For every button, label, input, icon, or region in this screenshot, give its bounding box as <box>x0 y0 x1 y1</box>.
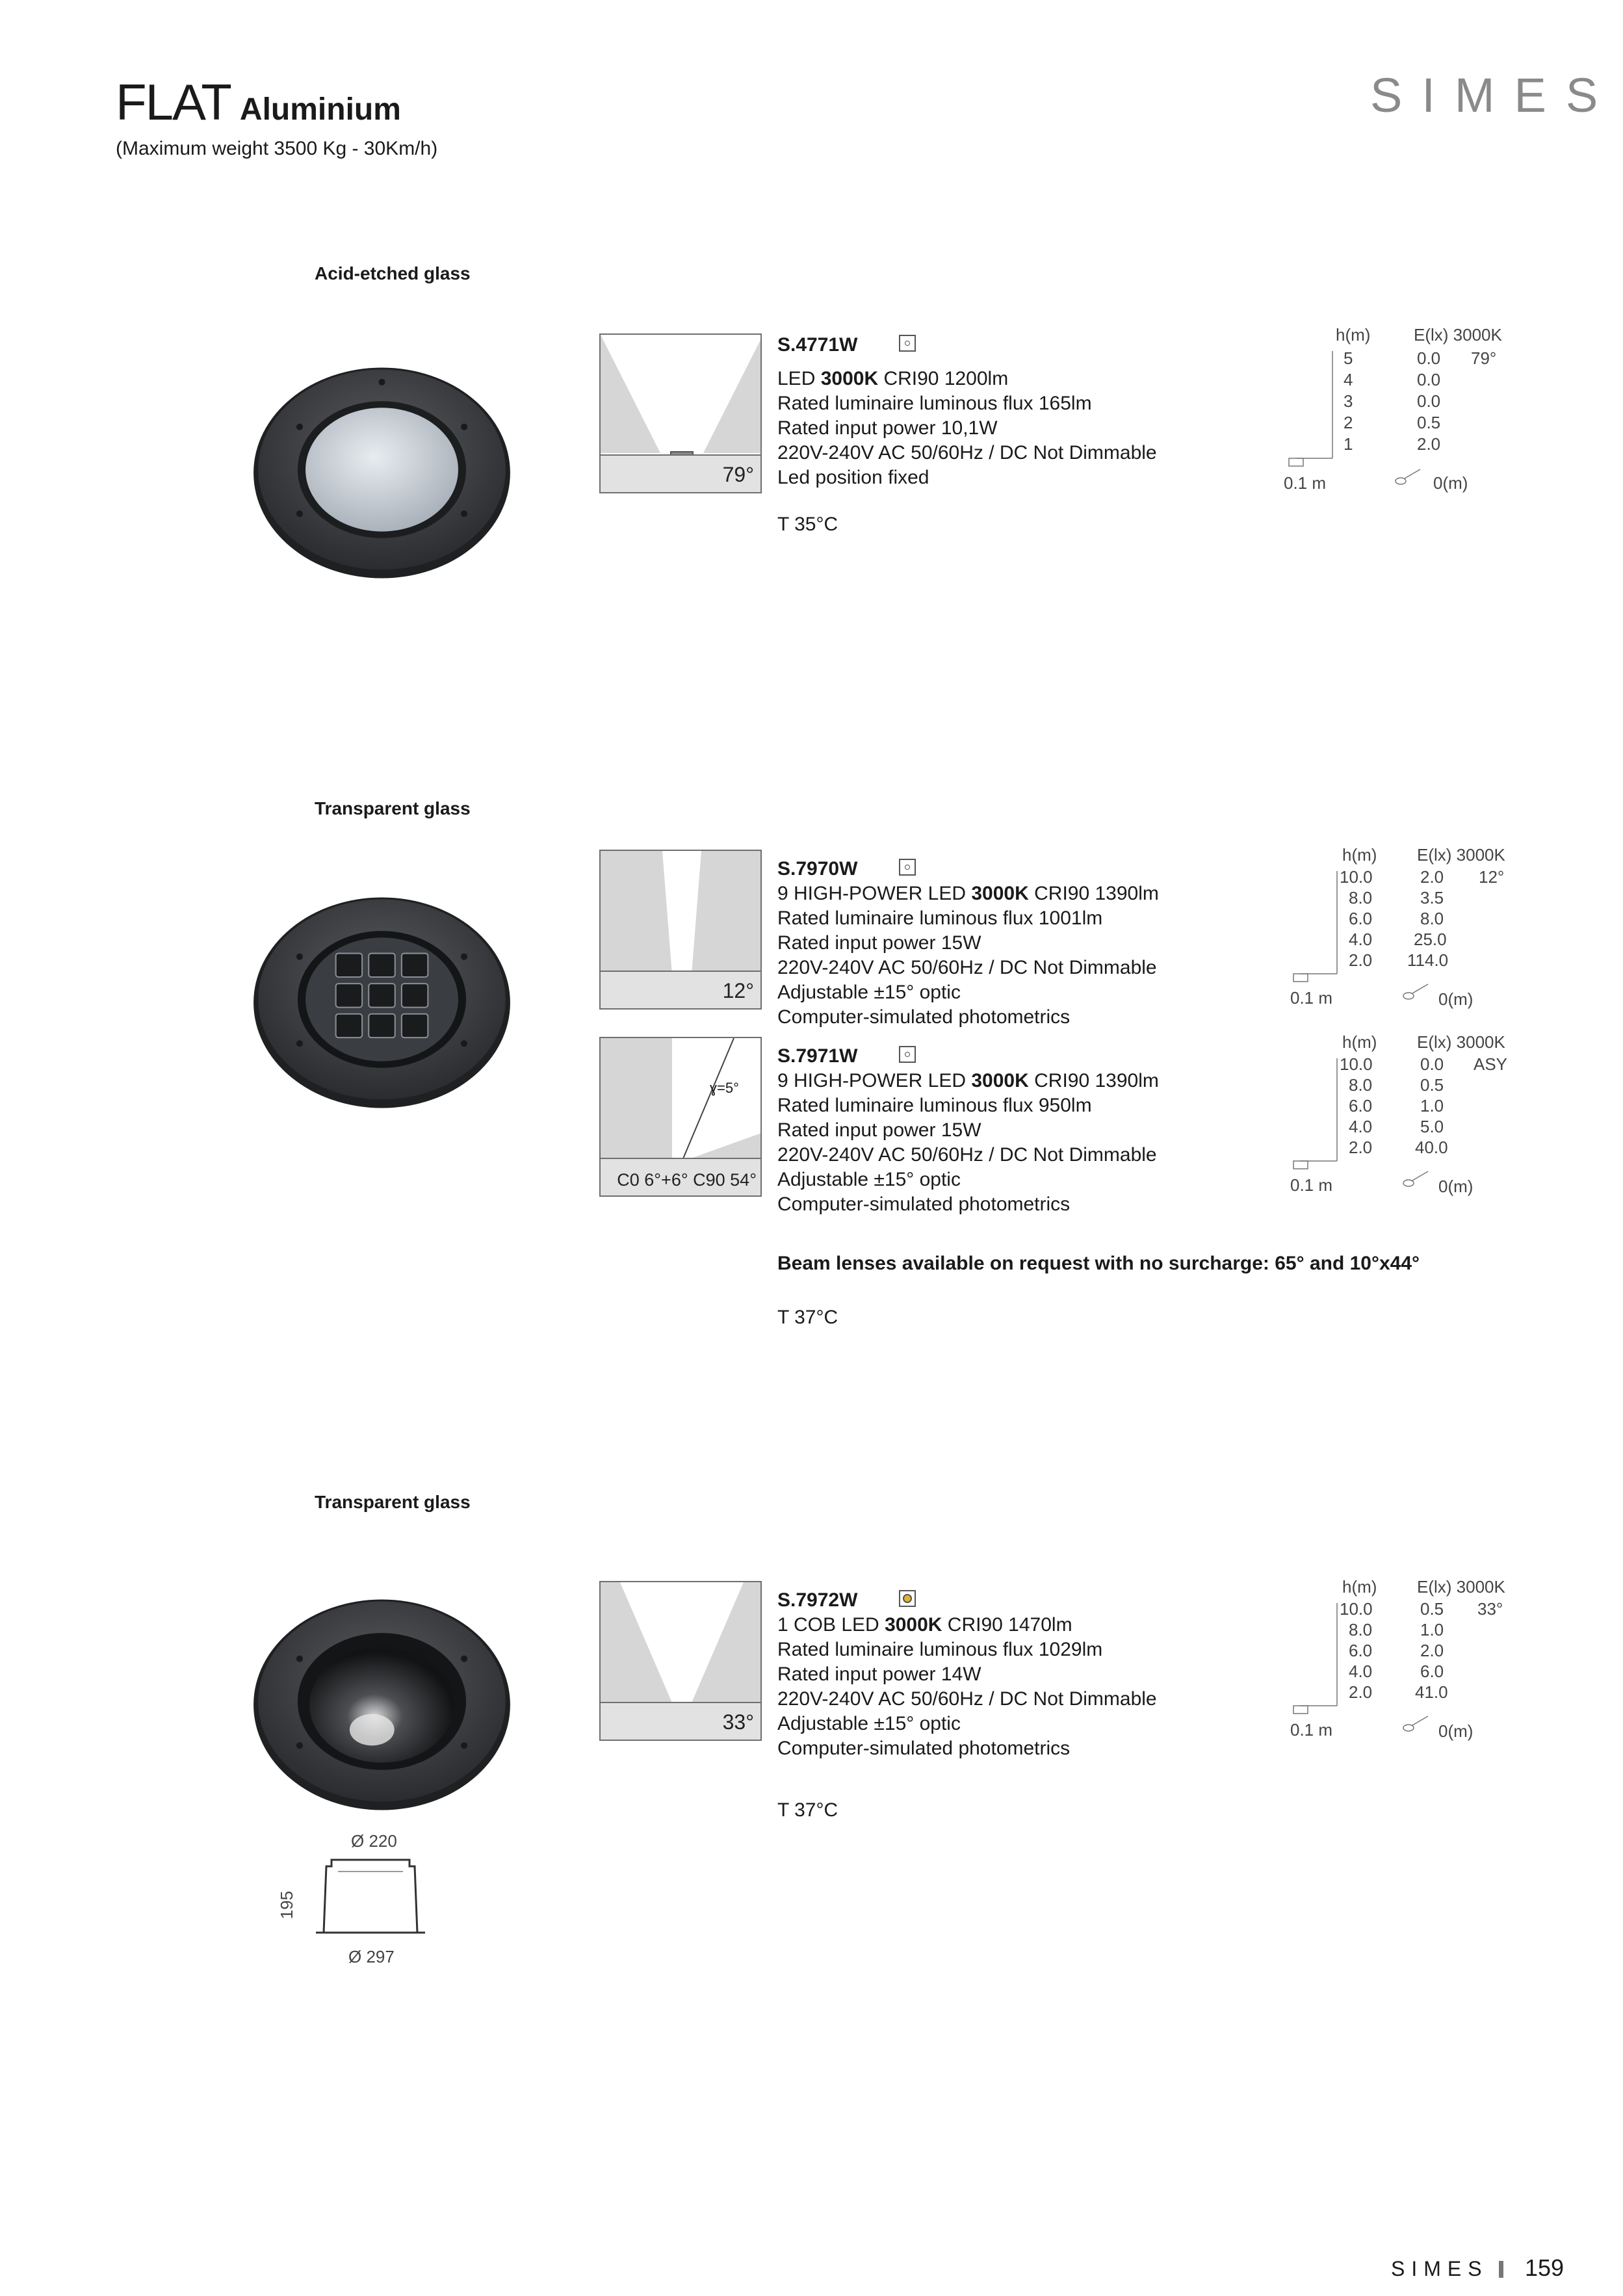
spec-line: Adjustable ±15° optic <box>777 982 961 1003</box>
spec-line: 9 HIGH-POWER LED 3000K CRI90 1390lm <box>777 883 1159 904</box>
spec-line: Computer-simulated photometrics <box>777 1006 1071 1028</box>
spec-line: Adjustable ±15° optic <box>777 1169 961 1190</box>
spec-block-s4771w <box>777 333 1157 490</box>
footer-brand: SIMES <box>1391 2257 1488 2280</box>
row-lux: 25.0 <box>1414 930 1447 949</box>
spec-block-s7972w <box>777 1588 1157 1761</box>
row-lux: 2.0 <box>1420 867 1444 887</box>
product-image-cob <box>250 1573 513 1836</box>
row-height: 6.0 <box>1349 1096 1373 1115</box>
beam-diagram-33 <box>599 1581 762 1741</box>
cob-optic-icon <box>899 1590 916 1607</box>
height-header: h(m) <box>1342 1032 1377 1052</box>
dimension-top-diameter: Ø 220 <box>351 1831 397 1851</box>
row-lux: 1.0 <box>1420 1096 1444 1115</box>
row-height: 4.0 <box>1349 930 1373 949</box>
distance-label: 0.1 m <box>1290 988 1333 1008</box>
beam-angle-label: C0 6°+6° C90 54° <box>617 1170 757 1190</box>
section-label-acid-etched: Acid-etched glass <box>315 263 471 283</box>
spec-line: Rated luminaire luminous flux 1001lm <box>777 907 1103 929</box>
row-lux: 0.5 <box>1420 1599 1444 1619</box>
photometric-table-s7970w <box>1290 845 1550 1021</box>
row-height: 8.0 <box>1349 1620 1373 1639</box>
footer-divider <box>1499 2261 1503 2278</box>
row-lux: 0.0 <box>1420 1054 1444 1074</box>
product-code: S.4771W <box>777 334 858 356</box>
row-lux: 0.0 <box>1417 391 1441 411</box>
spec-line: Rated input power 10,1W <box>777 417 998 439</box>
page-title <box>116 73 401 131</box>
temperature-s4771w: T 35°C <box>777 514 838 535</box>
spec-line: Rated input power 15W <box>777 1119 981 1141</box>
spec-line: Led position fixed <box>777 467 929 488</box>
beam-diagram-asymmetric <box>599 1037 762 1197</box>
distance-label: 0.1 m <box>1284 473 1327 493</box>
beam-angle-label: 79° <box>722 463 754 486</box>
photometric-table-s4771w <box>1284 325 1544 501</box>
zero-label: 0(m) <box>1433 473 1468 493</box>
brand-logo: SIMES <box>1370 68 1618 122</box>
row-lux: 5.0 <box>1420 1117 1444 1136</box>
section-label-transparent-2: Transparent glass <box>315 1492 471 1512</box>
beam-diagram-12 <box>599 850 762 1010</box>
led-optic-icon <box>899 859 916 876</box>
row-lux: 0.5 <box>1420 1075 1444 1095</box>
zero-label: 0(m) <box>1438 989 1474 1009</box>
illuminance-header: E(lx) 3000K <box>1417 845 1505 865</box>
row-height: 6.0 <box>1349 909 1373 928</box>
row-height: 6.0 <box>1349 1641 1373 1660</box>
spec-line: Computer-simulated photometrics <box>777 1738 1071 1759</box>
row-lux: 40.0 <box>1415 1138 1448 1157</box>
beam-angle: 79° <box>1471 348 1497 368</box>
row-height: 2.0 <box>1349 1138 1373 1157</box>
row-height: 2.0 <box>1349 950 1373 970</box>
photometric-table-s7971w <box>1290 1032 1550 1208</box>
spec-block-s7970w <box>777 857 1159 1030</box>
led-optic-icon <box>899 1046 916 1063</box>
row-lux: 0.5 <box>1417 413 1441 432</box>
row-height: 4.0 <box>1349 1117 1373 1136</box>
temperature-s797x: T 37°C <box>777 1307 838 1328</box>
row-lux: 3.5 <box>1420 888 1444 907</box>
spec-line: Computer-simulated photometrics <box>777 1194 1071 1215</box>
spec-line: 220V-240V AC 50/60Hz / DC Not Dimmable <box>777 1144 1157 1166</box>
dimension-height: 195 <box>277 1890 297 1920</box>
product-code: S.7971W <box>777 1045 858 1067</box>
beam-diagram-79 <box>599 333 762 493</box>
spec-line: Rated luminaire luminous flux 950lm <box>777 1095 1092 1116</box>
spec-line: 220V-240V AC 50/60Hz / DC Not Dimmable <box>777 957 1157 978</box>
row-height: 4.0 <box>1349 1662 1373 1681</box>
row-height: 4 <box>1344 370 1353 389</box>
row-lux: 114.0 <box>1407 950 1449 970</box>
dimension-bottom-diameter: Ø 297 <box>348 1947 395 1966</box>
spec-line: Rated luminaire luminous flux 1029lm <box>777 1639 1103 1660</box>
product-code: S.7972W <box>777 1589 858 1611</box>
row-height: 10.0 <box>1340 1054 1373 1074</box>
beam-lenses-note: Beam lenses available on request with no surcharge: 65° and 10°x44° <box>777 1253 1420 1274</box>
page-number: 159 <box>1525 2254 1565 2281</box>
row-height: 10.0 <box>1340 1599 1373 1619</box>
row-lux: 0.0 <box>1417 370 1441 389</box>
row-height: 5 <box>1344 348 1353 368</box>
row-height: 2 <box>1344 413 1353 432</box>
distance-label: 0.1 m <box>1290 1175 1333 1195</box>
row-lux: 0.0 <box>1417 348 1441 368</box>
illuminance-header: E(lx) 3000K <box>1414 325 1502 345</box>
product-image-acid-etched <box>250 341 513 605</box>
row-height: 3 <box>1344 391 1353 411</box>
illuminance-header: E(lx) 3000K <box>1417 1577 1505 1597</box>
zero-label: 0(m) <box>1438 1177 1474 1196</box>
row-lux: 2.0 <box>1417 434 1441 454</box>
spec-line: 9 HIGH-POWER LED 3000K CRI90 1390lm <box>777 1070 1159 1091</box>
row-height: 2.0 <box>1349 1682 1373 1702</box>
illuminance-header: E(lx) 3000K <box>1417 1032 1505 1052</box>
page-subtitle: (Maximum weight 3500 Kg - 30Km/h) <box>116 138 438 159</box>
tilt-angle-label: ɣ=5° <box>710 1080 739 1096</box>
row-lux: 2.0 <box>1420 1641 1444 1660</box>
spec-block-s7971w <box>777 1044 1159 1217</box>
spec-line: 1 COB LED 3000K CRI90 1470lm <box>777 1614 1072 1636</box>
row-lux: 6.0 <box>1420 1662 1444 1681</box>
beam-angle: 12° <box>1479 867 1505 887</box>
row-height: 8.0 <box>1349 1075 1373 1095</box>
title-flat: FLAT <box>116 73 231 131</box>
dimensions-drawing <box>277 1823 455 1979</box>
row-height: 8.0 <box>1349 888 1373 907</box>
spec-line: Rated luminaire luminous flux 165lm <box>777 393 1092 414</box>
beam-angle-label: 33° <box>722 1710 754 1734</box>
height-header: h(m) <box>1342 845 1377 865</box>
row-height: 10.0 <box>1340 867 1373 887</box>
temperature-s7972w: T 37°C <box>777 1799 838 1821</box>
product-image-9-led <box>250 871 513 1134</box>
row-lux: 41.0 <box>1415 1682 1448 1702</box>
beam-angle: ASY <box>1474 1054 1508 1074</box>
row-height: 1 <box>1344 434 1353 454</box>
led-optic-icon <box>899 335 916 352</box>
beam-angle-label: 12° <box>722 979 754 1002</box>
spec-line: 220V-240V AC 50/60Hz / DC Not Dimmable <box>777 1688 1157 1710</box>
spec-line: Rated input power 14W <box>777 1663 981 1685</box>
row-lux: 8.0 <box>1420 909 1444 928</box>
spec-line: Adjustable ±15° optic <box>777 1713 961 1734</box>
section-label-transparent-1: Transparent glass <box>315 798 471 818</box>
spec-line: 220V-240V AC 50/60Hz / DC Not Dimmable <box>777 442 1157 463</box>
beam-angle: 33° <box>1477 1599 1503 1619</box>
zero-label: 0(m) <box>1438 1721 1474 1741</box>
product-code: S.7970W <box>777 858 858 880</box>
title-material: Aluminium <box>239 92 401 127</box>
distance-label: 0.1 m <box>1290 1720 1333 1740</box>
height-header: h(m) <box>1342 1577 1377 1597</box>
spec-line: Rated input power 15W <box>777 932 981 954</box>
luminaire-profile <box>312 1856 429 1940</box>
spec-line: LED 3000K CRI90 1200lm <box>777 368 1009 389</box>
height-header: h(m) <box>1336 325 1371 345</box>
row-lux: 1.0 <box>1420 1620 1444 1639</box>
photometric-table-s7972w <box>1290 1577 1550 1753</box>
